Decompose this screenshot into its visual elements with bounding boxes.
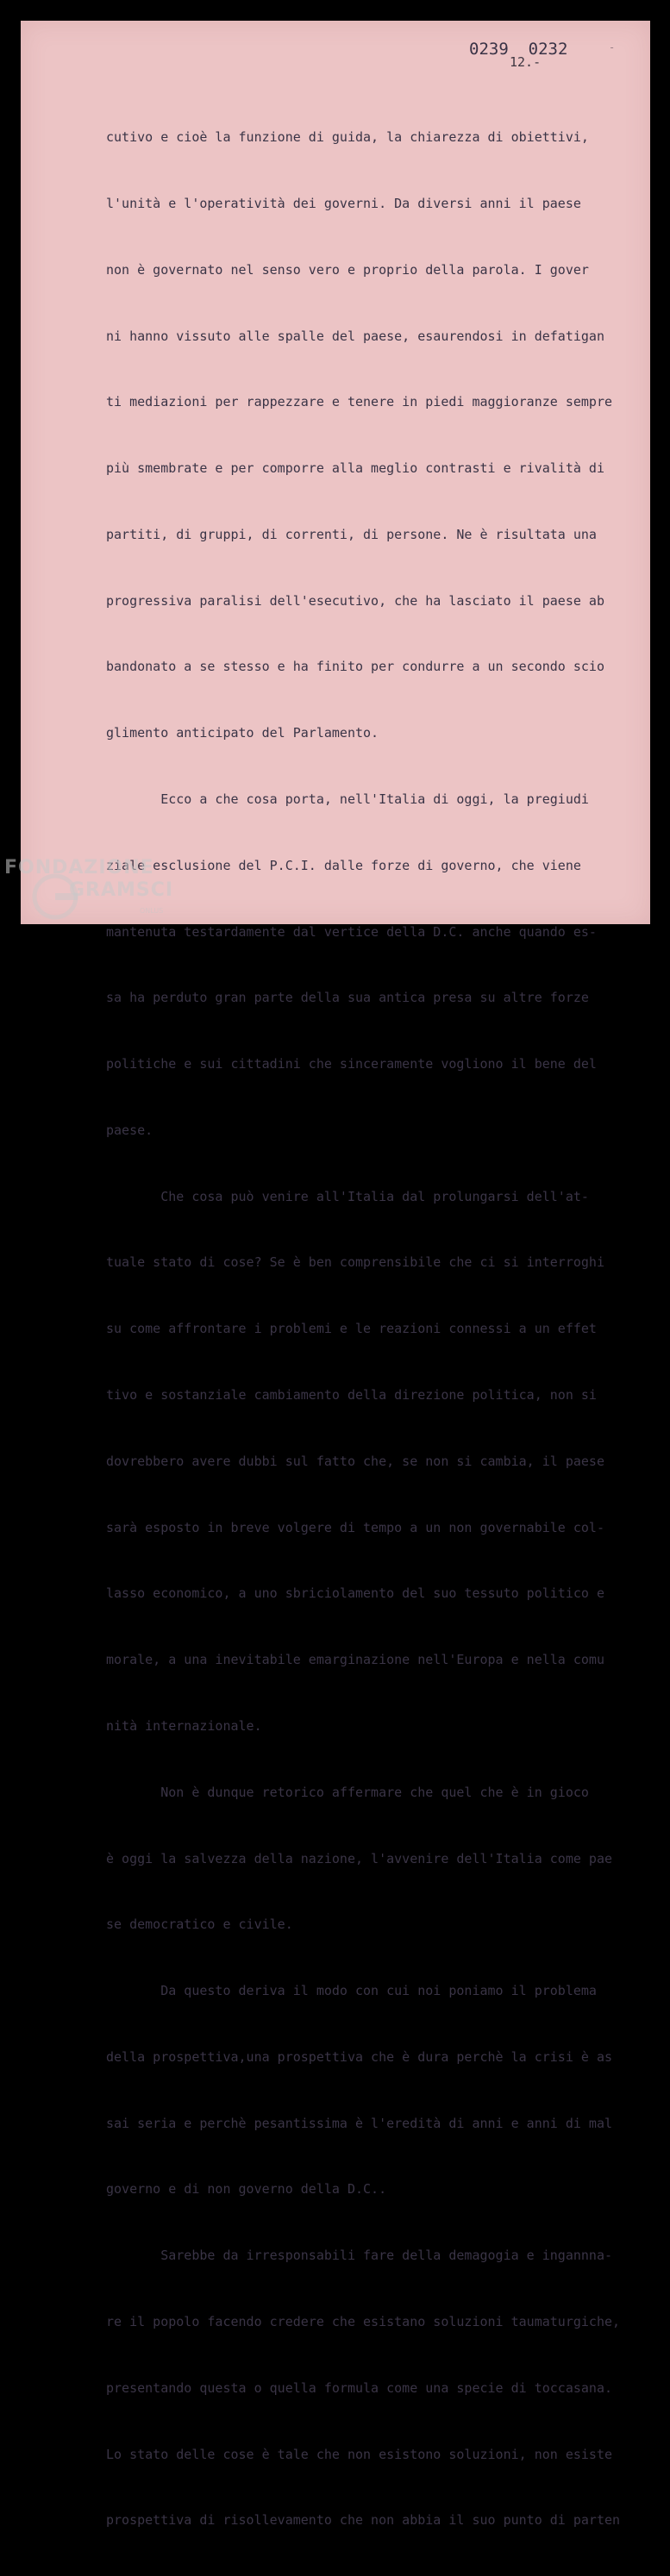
text-line: ni hanno vissuto alle spalle del paese, esaurendosi in defatigan bbox=[106, 328, 604, 344]
text-line: partiti, di gruppi, di correnti, di persone. Ne è risultata una bbox=[106, 526, 597, 542]
text-line: se democratico e civile. bbox=[106, 1916, 293, 1933]
watermark-line-2: GRAMSCI bbox=[69, 879, 174, 901]
text-line: lasso economico, a uno sbriciolamento del suo tessuto politico e bbox=[106, 1585, 604, 1602]
text-line: l'unità e l'operatività dei governi. Da diversi anni il paese bbox=[106, 195, 581, 211]
text-line: re il popolo facendo credere che esistano soluzioni taumaturgiche, bbox=[106, 2313, 621, 2329]
text-line: governo e di non governo della D.C.. bbox=[106, 2181, 387, 2198]
text-line: morale, a una inevitabile emarginazione nell'Europa e nella comu bbox=[106, 1652, 604, 1668]
document-page bbox=[21, 21, 650, 2529]
text-line: paese. bbox=[106, 1122, 153, 1138]
text-line: Che cosa può venire all'Italia dal prolungarsi dell'at- bbox=[106, 1188, 589, 1204]
text-line: della prospettiva,una prospettiva che è dura perchè la crisi è as bbox=[106, 2048, 612, 2065]
text-line: più smembrate e per comporre alla meglio contrasti e rivalità di bbox=[106, 460, 604, 477]
margin-mark: - bbox=[609, 41, 616, 53]
archive-number-stamp: 0239 0232 bbox=[469, 40, 568, 59]
watermark-line-3: ONLUS bbox=[140, 907, 164, 915]
text-line: ziale esclusione del P.C.I. dalle forze di governo, che viene bbox=[106, 857, 581, 873]
text-line: non è governato nel senso vero e proprio della parola. I gover bbox=[106, 261, 589, 278]
text-line: Lo stato delle cose è tale che non esistono soluzioni, non esiste bbox=[106, 2446, 612, 2462]
text-line: Ecco a che cosa porta, nell'Italia di oggi, la pregiudi bbox=[106, 791, 589, 807]
text-line: mantenuta testardamente dal vertice della D.C. anche quando es- bbox=[106, 923, 597, 940]
text-line: politiche e sui cittadini che sinceramente vogliono il bene del bbox=[106, 1056, 597, 1072]
text-line: sa ha perduto gran parte della sua antica presa su altre forze bbox=[106, 990, 589, 1006]
text-line: sarà esposto in breve volgere di tempo a un non governabile col- bbox=[106, 1519, 604, 1535]
text-line: tuale stato di cose? Se è ben comprensibile che ci si interroghi bbox=[106, 1254, 604, 1271]
page-number: 12.- bbox=[510, 54, 542, 70]
text-line: ti mediazioni per rappezzare e tenere in piedi maggioranze sempre bbox=[106, 394, 612, 410]
text-line: dovrebbero avere dubbi sul fatto che, se non si cambia, il paese bbox=[106, 1453, 604, 1469]
text-line: cutivo e cioè la funzione di guida, la chiarezza di obiettivi, bbox=[106, 129, 589, 146]
fondazione-gramsci-watermark bbox=[2, 853, 174, 927]
text-line: è oggi la salvezza della nazione, l'avvenire dell'Italia come pae bbox=[106, 1850, 612, 1866]
text-line: su come affrontare i problemi e le reazioni connessi a un effet bbox=[106, 1321, 597, 1337]
text-line: Non è dunque retorico affermare che quel che è in gioco bbox=[106, 1784, 589, 1800]
typewritten-body bbox=[106, 83, 623, 2576]
text-line: prospettiva di risollevamento che non abbia il suo punto di parten bbox=[106, 2512, 621, 2529]
text-line: tivo e sostanziale cambiamento della direzione politica, non si bbox=[106, 1387, 597, 1404]
watermark-line-1: FONDAZIONE bbox=[4, 857, 154, 878]
text-line: nità internazionale. bbox=[106, 1717, 262, 1734]
text-line: progressiva paralisi dell'esecutivo, che ha lasciato il paese ab bbox=[106, 592, 604, 609]
text-line: Da questo deriva il modo con cui noi poniamo il problema bbox=[106, 1983, 597, 1999]
text-line: glimento anticipato del Parlamento. bbox=[106, 725, 379, 741]
text-line: Sarebbe da irresponsabili fare della demagogia e ingannna- bbox=[106, 2248, 612, 2264]
text-line: sai seria e perchè pesantissima è l'eredità di anni e anni di mal bbox=[106, 2115, 612, 2131]
text-line: presentando questa o quella formula come una specie di toccasana. bbox=[106, 2379, 612, 2396]
text-line: bandonato a se stesso e ha finito per condurre a un secondo scio bbox=[106, 659, 604, 675]
